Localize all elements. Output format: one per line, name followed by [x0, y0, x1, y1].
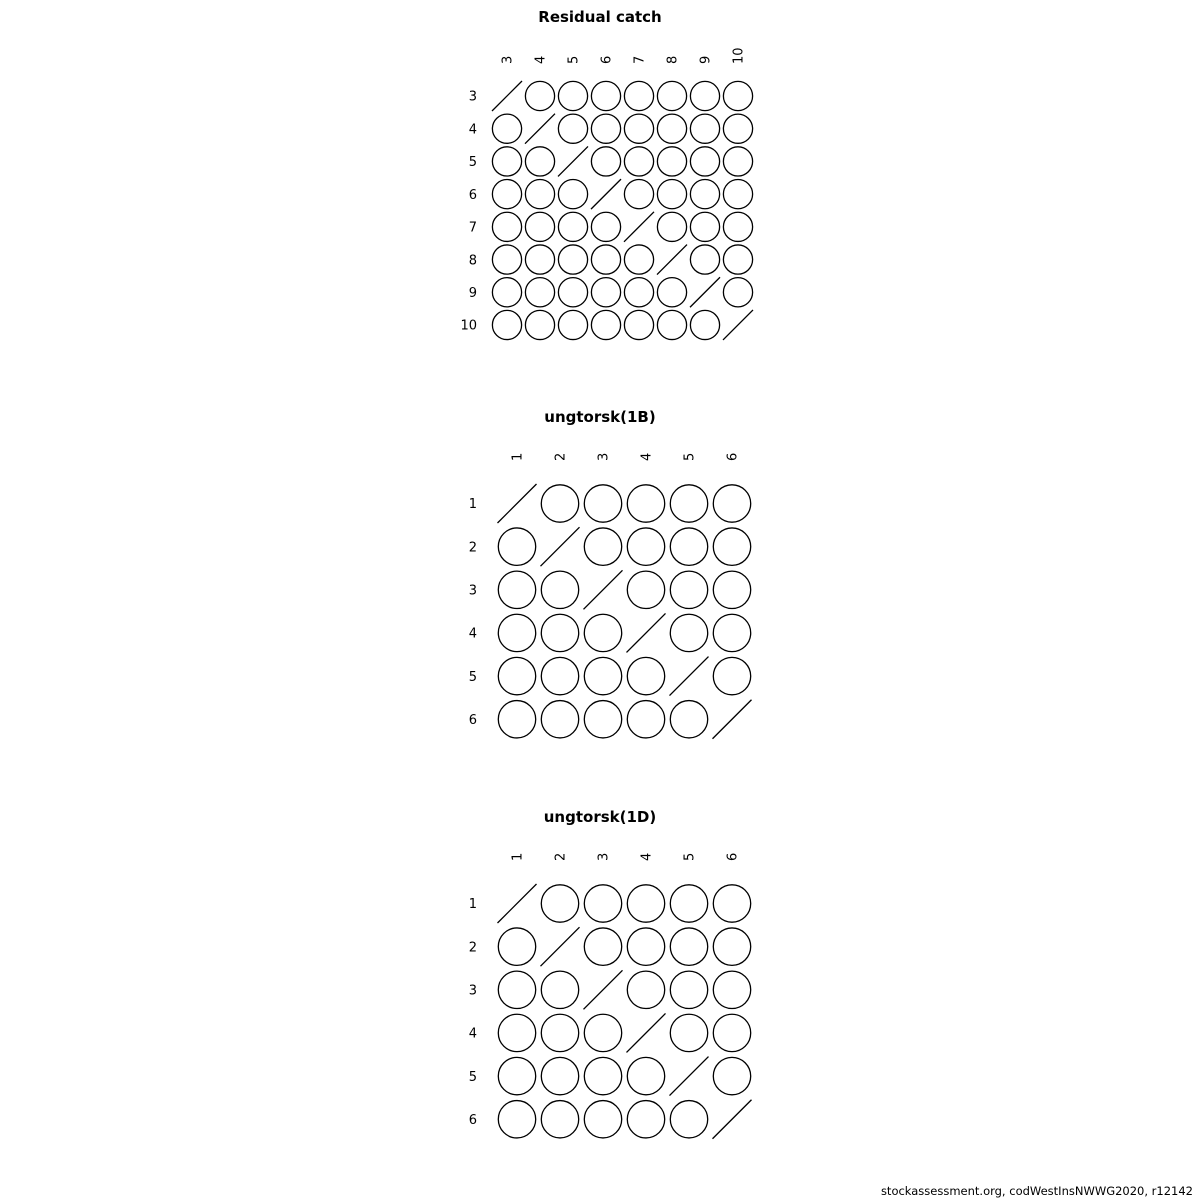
- correlation-circle: [541, 1014, 578, 1051]
- correlation-circle: [670, 614, 707, 651]
- correlation-circle: [541, 657, 578, 694]
- correlation-circle: [670, 928, 707, 965]
- correlation-circle: [591, 81, 620, 110]
- col-label: 6: [725, 452, 741, 461]
- correlation-circle: [624, 180, 653, 209]
- correlation-circle: [492, 180, 521, 209]
- correlation-circle: [657, 212, 686, 241]
- row-label: 7: [468, 220, 477, 236]
- correlation-circle: [723, 212, 752, 241]
- correlation-circle: [584, 485, 621, 522]
- correlation-circle: [690, 81, 719, 110]
- row-label: 5: [468, 155, 477, 171]
- correlation-circle: [723, 114, 752, 143]
- panel-3-grid: [469, 853, 752, 1139]
- footer-attribution: stockassessment.org, codWestInsNWWG2020, r12142: [880, 1184, 1193, 1198]
- correlation-circle: [627, 1057, 664, 1094]
- correlation-circle: [584, 614, 621, 651]
- correlation-circle: [713, 571, 750, 608]
- correlation-circle: [541, 701, 578, 738]
- diagonal-slash: [723, 310, 753, 340]
- correlation-circle: [690, 310, 719, 339]
- correlation-circle: [627, 928, 664, 965]
- correlation-circle: [657, 114, 686, 143]
- correlation-circle: [723, 81, 752, 110]
- diagonal-slash: [498, 884, 537, 923]
- correlation-circle: [498, 971, 535, 1008]
- correlation-circle: [670, 885, 707, 922]
- col-label: 5: [682, 852, 698, 861]
- correlation-circle: [558, 114, 587, 143]
- correlation-circle: [624, 278, 653, 307]
- col-label: 6: [599, 55, 615, 64]
- correlation-circle: [584, 885, 621, 922]
- correlation-circle: [723, 278, 752, 307]
- diagonal-slash: [713, 1100, 752, 1139]
- correlation-circle: [624, 147, 653, 176]
- row-label: 3: [468, 89, 477, 105]
- correlation-circle: [498, 571, 535, 608]
- col-label: 4: [639, 452, 655, 461]
- correlation-circle: [713, 928, 750, 965]
- correlation-circle: [498, 1014, 535, 1051]
- correlation-circle: [525, 147, 554, 176]
- diagonal-slash: [670, 657, 709, 696]
- correlation-circle: [498, 701, 535, 738]
- panel-title-ungtorsk-1b: ungtorsk(1B): [544, 408, 656, 426]
- correlation-circle: [525, 212, 554, 241]
- diagonal-slash: [492, 81, 522, 111]
- diagonal-slash: [584, 970, 623, 1009]
- correlation-circle: [584, 928, 621, 965]
- correlation-circle: [492, 147, 521, 176]
- row-label: 1: [468, 897, 477, 913]
- correlation-circle: [498, 657, 535, 694]
- correlation-circle: [670, 571, 707, 608]
- diagonal-slash: [541, 527, 580, 566]
- correlation-circle: [627, 701, 664, 738]
- row-label: 10: [460, 318, 477, 334]
- correlation-circle: [558, 245, 587, 274]
- correlation-circle: [713, 1057, 750, 1094]
- correlation-circle: [492, 310, 521, 339]
- col-label: 10: [731, 47, 747, 64]
- row-label: 4: [468, 122, 477, 138]
- correlation-circle: [690, 245, 719, 274]
- correlation-circle: [584, 1101, 621, 1138]
- correlation-circle: [627, 485, 664, 522]
- correlation-circle: [670, 485, 707, 522]
- col-label: 5: [682, 452, 698, 461]
- row-label: 3: [468, 583, 477, 599]
- correlation-circle: [591, 245, 620, 274]
- col-label: 6: [725, 852, 741, 861]
- correlation-circle: [541, 1057, 578, 1094]
- correlation-circle: [525, 180, 554, 209]
- correlation-circle: [624, 310, 653, 339]
- row-label: 4: [468, 626, 477, 642]
- correlation-circle: [591, 212, 620, 241]
- correlation-circle: [713, 485, 750, 522]
- correlation-circle: [591, 147, 620, 176]
- col-label: 3: [596, 452, 612, 461]
- col-label: 5: [566, 55, 582, 64]
- correlation-circle: [584, 657, 621, 694]
- correlation-circle: [670, 971, 707, 1008]
- correlation-circle: [558, 180, 587, 209]
- col-label: 3: [596, 852, 612, 861]
- col-label: 1: [510, 452, 526, 461]
- diagonal-slash: [591, 179, 621, 209]
- correlation-circle: [558, 278, 587, 307]
- correlation-circle: [627, 571, 664, 608]
- col-label: 2: [553, 852, 569, 861]
- col-label: 4: [639, 852, 655, 861]
- col-label: 3: [500, 55, 516, 64]
- correlation-circle: [657, 147, 686, 176]
- diagonal-slash: [584, 570, 623, 609]
- correlation-circle: [690, 180, 719, 209]
- col-label: 8: [665, 55, 681, 64]
- correlation-circle: [627, 657, 664, 694]
- panel-2-grid: [469, 453, 752, 739]
- correlation-circle: [584, 528, 621, 565]
- row-label: 9: [468, 285, 477, 301]
- correlation-circle: [525, 81, 554, 110]
- correlation-circle: [558, 81, 587, 110]
- correlation-circle: [713, 971, 750, 1008]
- correlation-circle: [624, 114, 653, 143]
- correlation-circle: [492, 212, 521, 241]
- correlation-circle: [591, 278, 620, 307]
- correlation-circle: [624, 245, 653, 274]
- correlation-circle: [627, 1101, 664, 1138]
- row-label: 1: [468, 497, 477, 513]
- correlation-circle: [670, 528, 707, 565]
- correlation-circle: [492, 245, 521, 274]
- panel-title-residual-catch: Residual catch: [538, 8, 662, 26]
- panel-title-ungtorsk-1d: ungtorsk(1D): [543, 808, 657, 826]
- correlation-circle: [713, 657, 750, 694]
- diagonal-slash: [627, 613, 666, 652]
- correlation-circle: [657, 278, 686, 307]
- row-label: 2: [468, 940, 477, 956]
- correlation-circle: [525, 245, 554, 274]
- diagonal-slash: [713, 700, 752, 739]
- correlation-circle: [723, 180, 752, 209]
- correlation-circle: [498, 1101, 535, 1138]
- correlation-circle: [591, 114, 620, 143]
- correlation-circle: [584, 701, 621, 738]
- correlation-circle: [713, 885, 750, 922]
- correlation-circle: [670, 701, 707, 738]
- row-label: 5: [468, 1069, 477, 1085]
- correlation-circle: [670, 1101, 707, 1138]
- correlation-circle: [670, 1014, 707, 1051]
- correlation-circle: [657, 81, 686, 110]
- correlation-circle: [541, 885, 578, 922]
- correlation-circle: [627, 971, 664, 1008]
- diagonal-slash: [498, 484, 537, 523]
- correlation-circle: [690, 147, 719, 176]
- row-label: 8: [468, 253, 477, 269]
- col-label: 2: [553, 452, 569, 461]
- diagonal-slash: [525, 114, 555, 144]
- correlation-circle: [498, 928, 535, 965]
- correlation-circle: [713, 1014, 750, 1051]
- correlation-circle: [541, 485, 578, 522]
- correlation-circle: [624, 81, 653, 110]
- diagonal-slash: [558, 146, 588, 176]
- correlation-circle: [498, 614, 535, 651]
- correlation-circle: [713, 528, 750, 565]
- row-label: 2: [468, 540, 477, 556]
- correlation-circle: [525, 310, 554, 339]
- correlation-circle: [723, 147, 752, 176]
- correlation-circle: [541, 571, 578, 608]
- correlation-circle: [713, 614, 750, 651]
- correlation-circle: [723, 245, 752, 274]
- correlation-circle: [541, 614, 578, 651]
- diagonal-slash: [624, 212, 654, 242]
- diagonal-slash: [690, 277, 720, 307]
- correlation-circle: [657, 310, 686, 339]
- col-label: 7: [632, 55, 648, 64]
- correlation-circle: [584, 1014, 621, 1051]
- correlation-circle: [492, 114, 521, 143]
- diagonal-slash: [627, 1013, 666, 1052]
- correlation-circle: [498, 1057, 535, 1094]
- row-label: 5: [468, 669, 477, 685]
- correlation-circle: [498, 528, 535, 565]
- row-label: 3: [468, 983, 477, 999]
- correlation-circle: [690, 212, 719, 241]
- correlation-circle: [627, 528, 664, 565]
- correlation-circle: [558, 212, 587, 241]
- correlation-circle: [558, 310, 587, 339]
- correlation-circle: [541, 971, 578, 1008]
- correlation-circle: [690, 114, 719, 143]
- diagonal-slash: [670, 1057, 709, 1096]
- correlation-circle: [584, 1057, 621, 1094]
- correlation-circle: [541, 1101, 578, 1138]
- col-label: 9: [698, 55, 714, 64]
- row-label: 6: [468, 712, 477, 728]
- row-label: 6: [468, 1112, 477, 1128]
- correlation-circle: [657, 180, 686, 209]
- diagonal-slash: [541, 927, 580, 966]
- correlation-circle: [591, 310, 620, 339]
- correlation-circle: [627, 885, 664, 922]
- row-label: 4: [468, 1026, 477, 1042]
- panel-1-grid: [460, 47, 753, 340]
- correlation-circle: [525, 278, 554, 307]
- col-label: 4: [533, 55, 549, 64]
- diagonal-slash: [657, 245, 687, 275]
- row-label: 6: [468, 187, 477, 203]
- correlation-circle: [492, 278, 521, 307]
- col-label: 1: [510, 852, 526, 861]
